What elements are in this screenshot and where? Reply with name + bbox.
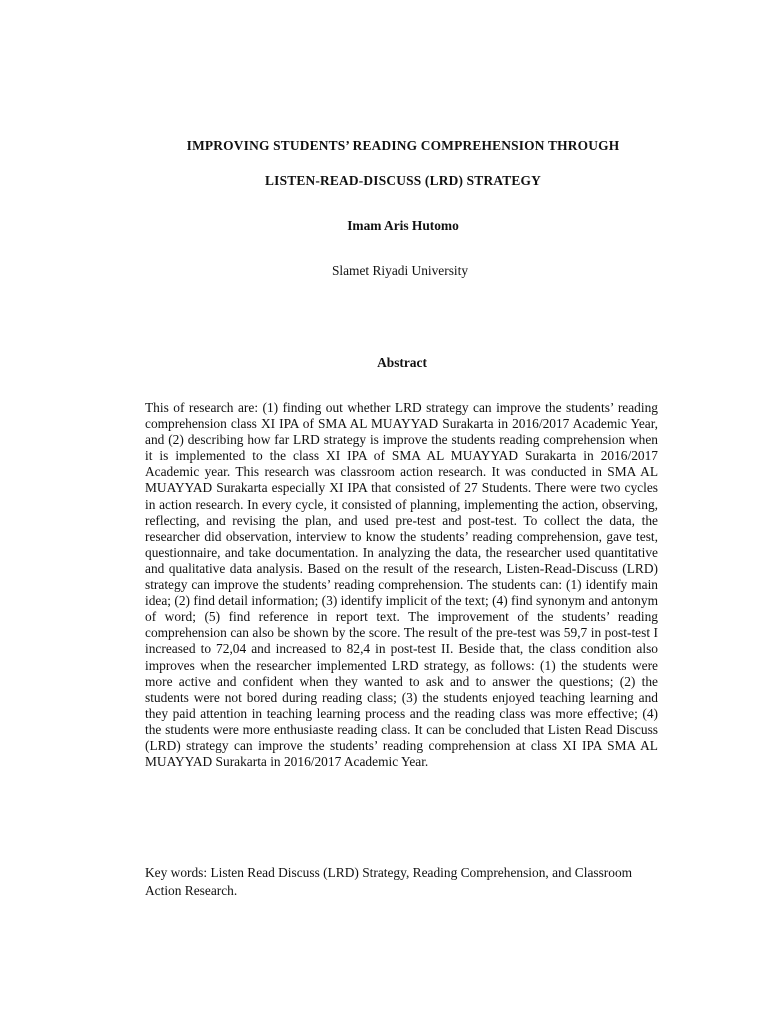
author-name: Imam Aris Hutomo — [347, 218, 459, 233]
abstract-body: This of research are: (1) finding out whether LRD strategy can improve the students’ reading comprehension class XI IPA of SMA AL MUAYYAD Surakarta in 2016/2017 Academic Year, and (2) describing how far LRD strategy is improve the students reading comprehension when it is implemented to the class XI IPA of SMA AL MUAYYAD Surakarta in 2016/2017 Academic year. This research was classroom action research. It was conducted in SMA AL MUAYYAD Surakarta especially XI IPA that consisted of 27 Students. There were two cycles in action research. In every cycle, it consisted of planning, implementing the action, observing, reflecting, and revising the plan, and used pre-test and post-test. To collect the data, the researcher did observation, interview to know the students’ reading comprehension, gave test, questionnaire, and take documentation. In analyzing the data, the researcher used quantitative and qualitative data analysis. Based on the result of the research, Listen-Read-Discuss (LRD) strategy can improve the students’ reading comprehension. The students can: (1) identify main idea; (2) find detail information; (3) identify implicit of the text; (4) find synonym and antonym of word; (5) find reference in report text. The improvement of the students’ reading comprehension can also be shown by the score. The result of the pre-test was 59,7 in post-test I increased to 72,04 and increased to 82,4 in post-test II. Beside that, the class condition also improves when the researcher implemented LRD strategy, as follows: (1) the students were more active and confident when they wanted to ask and to answer the questions; (2) the students were not bored during reading class; (3) the students enjoyed teaching learning and they paid attention in teaching learning process and the reading class was more effective; (4) the students were more enthusiaste reading class. It can be concluded that Listen Read Discuss (LRD) strategy can improve the students’ reading comprehension at class XI IPA SMA AL MUAYYAD Surakarta in 2016/2017 Academic Year. — [145, 400, 658, 770]
keywords: Key words: Listen Read Discuss (LRD) Strategy, Reading Comprehension, and Classroom Action Research. — [145, 865, 633, 898]
paper-title-line-1: IMPROVING STUDENTS’ READING COMPREHENSION THROUGH — [186, 138, 620, 153]
author-affiliation: Slamet Riyadi University — [331, 263, 469, 278]
paper-title-line-2: LISTEN-READ-DISCUSS (LRD) STRATEGY — [265, 173, 541, 188]
abstract-heading: Abstract — [377, 355, 427, 370]
